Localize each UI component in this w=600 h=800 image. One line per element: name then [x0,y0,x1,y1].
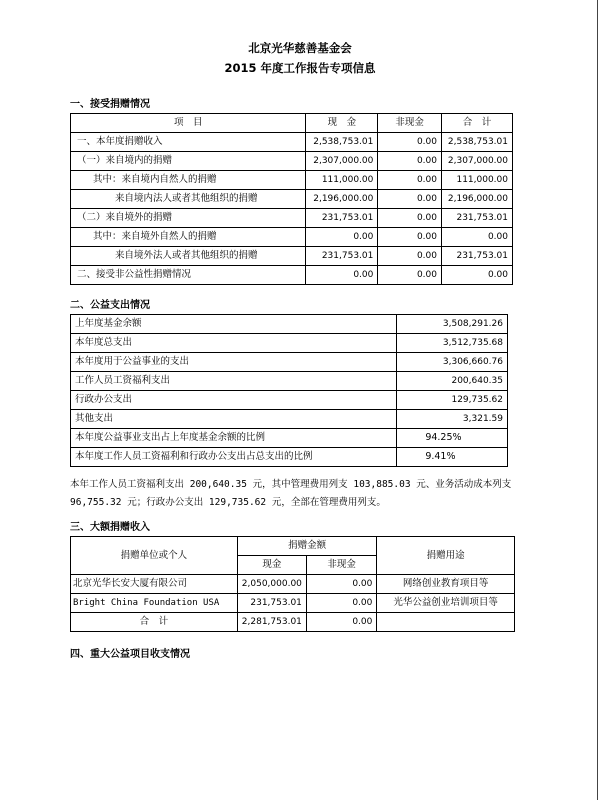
cash-value: 111,000.00 [306,171,378,190]
total-value: 231,753.01 [442,209,513,228]
large-donation-table [70,536,515,632]
row-label: 本年度工作人员工资福利和行政办公支出占总支出的比例 [71,448,397,467]
row-label: 其中：来自境外自然人的捐赠 [71,228,306,247]
row-label: 行政办公支出 [71,391,397,410]
table-row [71,152,513,171]
donor-name: 北京光华长安大厦有限公司 [71,575,238,594]
section3-heading: 三、大额捐赠收入 [70,522,150,533]
header-noncash: 非现金 [306,556,376,575]
total-value: 231,753.01 [442,247,513,266]
total-noncash: 0.00 [306,613,376,632]
cash-value: 2,196,000.00 [306,190,378,209]
cash-value: 231,753.01 [237,594,306,613]
header-cash: 现金 [237,556,306,575]
total-value: 111,000.00 [442,171,513,190]
noncash-value: 0.00 [306,594,376,613]
row-label: 本年度公益事业支出占上年度基金余额的比例 [71,429,397,448]
row-percentage: 94.25% [397,429,508,448]
row-label: 其他支出 [71,410,397,429]
table-row [71,410,508,429]
cash-value: 2,050,000.00 [237,575,306,594]
header-total: 合 计 [442,114,513,133]
total-value: 2,196,000.00 [442,190,513,209]
total-value: 2,307,000.00 [442,152,513,171]
row-value: 3,306,660.76 [397,353,508,372]
header-use: 捐赠用途 [377,537,515,575]
donation-table [70,113,513,285]
expenditure-note [70,476,550,512]
noncash-value: 0.00 [378,152,442,171]
header-amount: 捐赠金额 [237,537,377,556]
donation-use: 光华公益创业培训项目等 [377,594,515,613]
row-value: 129,735.62 [397,391,508,410]
noncash-value: 0.00 [378,133,442,152]
donor-name: Bright China Foundation USA [71,594,238,613]
header-cash: 现 金 [306,114,378,133]
total-use-empty [377,613,515,632]
row-label: 来自境外法人或者其他组织的捐赠 [71,247,306,266]
table-row [71,315,508,334]
row-value: 3,512,735.68 [397,334,508,353]
expenditure-table [70,314,508,467]
header-item: 项 目 [71,114,306,133]
row-label: 本年度总支出 [71,334,397,353]
table-row [71,334,508,353]
section2-heading: 二、公益支出情况 [70,300,150,311]
noncash-value: 0.00 [378,190,442,209]
row-label: 本年度用于公益事业的支出 [71,353,397,372]
section4-heading: 四、重大公益项目收支情况 [70,649,190,660]
row-label: 一、本年度捐赠收入 [71,133,306,152]
table-total-row [71,613,515,632]
note-line: 96,755.32 元；行政办公支出 129,735.62 元，全部在管理费用列支。 [70,497,386,508]
table-row [71,171,513,190]
table-row [71,448,508,467]
donation-use: 网络创业教育项目等 [377,575,515,594]
table-row [71,190,513,209]
row-label: 上年度基金余额 [71,315,397,334]
cash-value: 2,307,000.00 [306,152,378,171]
row-label: 工作人员工资福利支出 [71,372,397,391]
table-row [71,353,508,372]
cash-value: 2,538,753.01 [306,133,378,152]
row-label: （一）来自境内的捐赠 [71,152,306,171]
table-row [71,209,513,228]
noncash-value: 0.00 [378,171,442,190]
row-label: （二）来自境外的捐赠 [71,209,306,228]
page-border [597,0,598,800]
note-line: 本年工作人员工资福利支出 200,640.35 元，其中管理费用列支 103,885.03 元、业务活动成本列支 [70,479,512,490]
cash-value: 0.00 [306,266,378,285]
document-title: 北京光华慈善基金会 [248,41,352,55]
document-subtitle: 2015 年度工作报告专项信息 [224,61,376,75]
cash-value: 231,753.01 [306,209,378,228]
row-value: 3,321.59 [397,410,508,429]
total-value: 0.00 [442,228,513,247]
table-row [71,372,508,391]
noncash-value: 0.00 [378,247,442,266]
section1-heading: 一、接受捐赠情况 [70,99,150,110]
header-donor: 捐赠单位或个人 [71,537,238,575]
table-header-row [71,537,515,556]
row-value: 200,640.35 [397,372,508,391]
table-header-row [71,114,513,133]
header-noncash: 非现金 [378,114,442,133]
row-label: 二、接受非公益性捐赠情况 [71,266,306,285]
cash-value: 0.00 [306,228,378,247]
row-label: 其中：来自境内自然人的捐赠 [71,171,306,190]
table-row [71,133,513,152]
table-row [71,266,513,285]
table-row [71,247,513,266]
table-row [71,391,508,410]
table-row [71,429,508,448]
cash-value: 231,753.01 [306,247,378,266]
row-value: 3,508,291.26 [397,315,508,334]
noncash-value: 0.00 [378,228,442,247]
noncash-value: 0.00 [306,575,376,594]
table-row [71,228,513,247]
table-row [71,575,515,594]
noncash-value: 0.00 [378,209,442,228]
total-value: 2,538,753.01 [442,133,513,152]
noncash-value: 0.00 [378,266,442,285]
total-cash: 2,281,753.01 [237,613,306,632]
total-value: 0.00 [442,266,513,285]
table-row [71,594,515,613]
total-label: 合 计 [71,613,238,632]
row-label: 来自境内法人或者其他组织的捐赠 [71,190,306,209]
row-percentage: 9.41% [397,448,508,467]
